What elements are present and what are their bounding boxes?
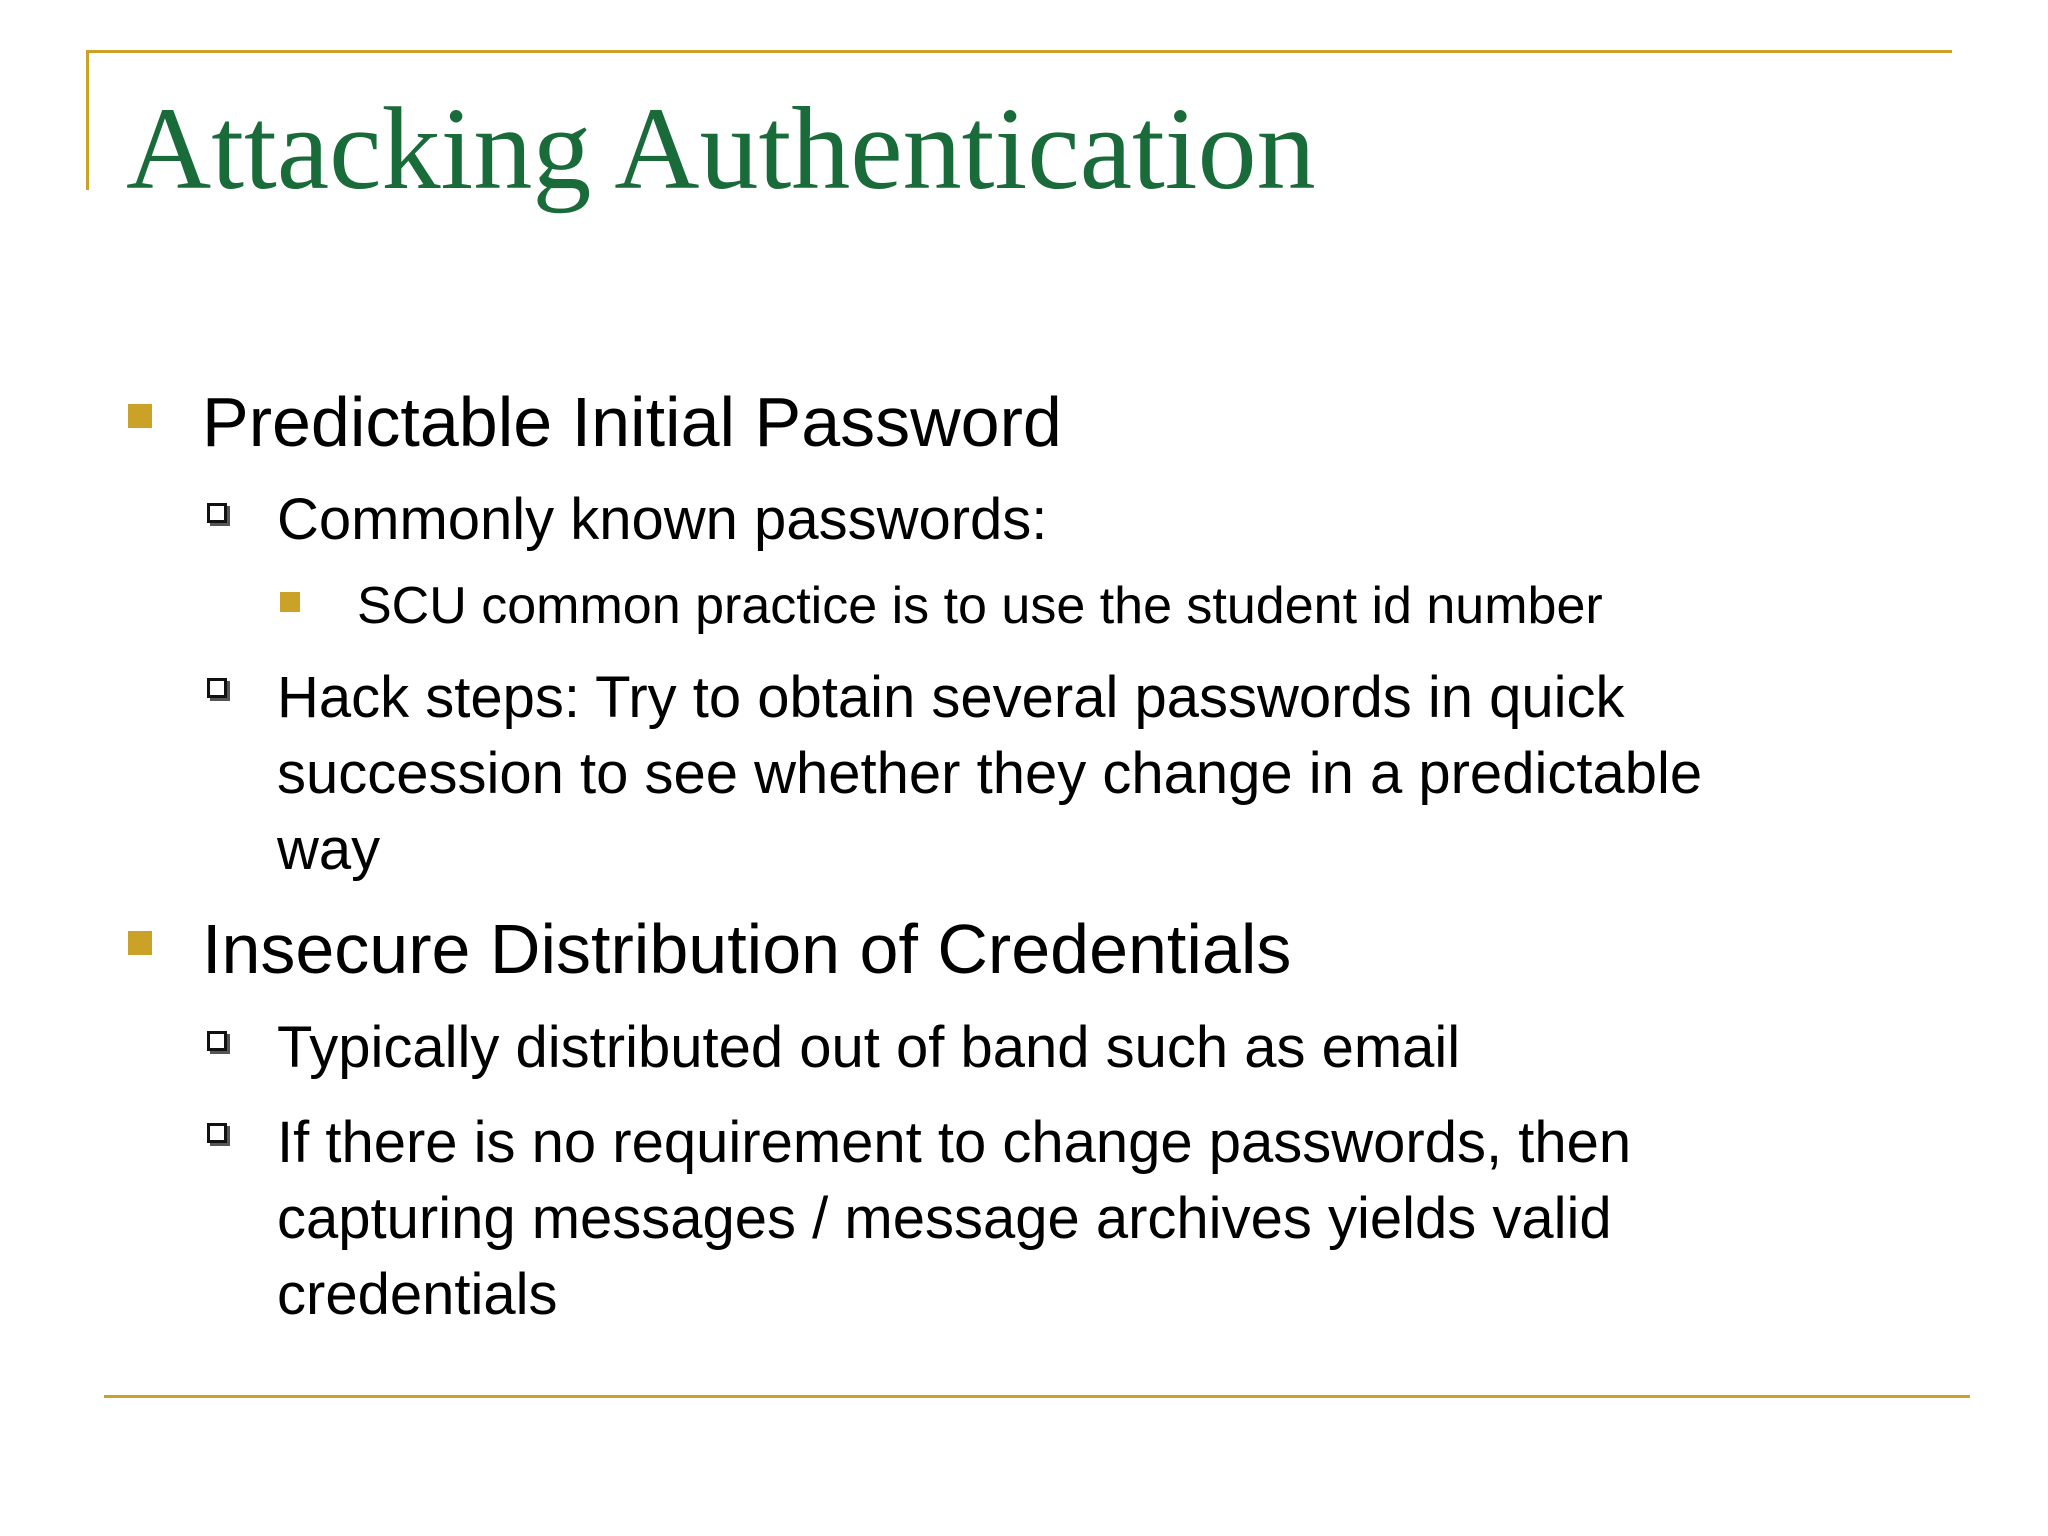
square-bullet-icon [128, 931, 152, 955]
hollow-square-bullet-icon [207, 1123, 227, 1143]
bullet-level2: Commonly known passwords: [277, 487, 1048, 552]
square-bullet-icon [128, 404, 152, 428]
bullet-level2-line: way [277, 817, 381, 882]
hollow-square-bullet-icon [207, 1031, 227, 1051]
bullet-level2-line: If there is no requirement to change passwords, then [277, 1110, 1632, 1175]
square-bullet-icon [280, 592, 300, 612]
bullet-level2-line: capturing messages / message archives yields valid [277, 1186, 1612, 1251]
hollow-square-bullet-icon [207, 503, 227, 523]
hollow-square-bullet-icon [207, 678, 227, 698]
slide-title: Attacking Authentication [126, 83, 1316, 214]
bullet-level2-line: credentials [277, 1262, 558, 1327]
bullet-level2: Typically distributed out of band such as email [277, 1015, 1461, 1080]
bullet-level1: Insecure Distribution of Credentials [202, 910, 1292, 988]
bottom-divider [104, 1395, 1970, 1398]
bullet-level2-line: Hack steps: Try to obtain several passwords in quick [277, 665, 1625, 730]
bullet-level1: Predictable Initial Password [202, 383, 1062, 461]
bullet-level3: SCU common practice is to use the student id number [357, 577, 1603, 635]
bullet-level2-line: succession to see whether they change in a predictable [277, 741, 1703, 806]
